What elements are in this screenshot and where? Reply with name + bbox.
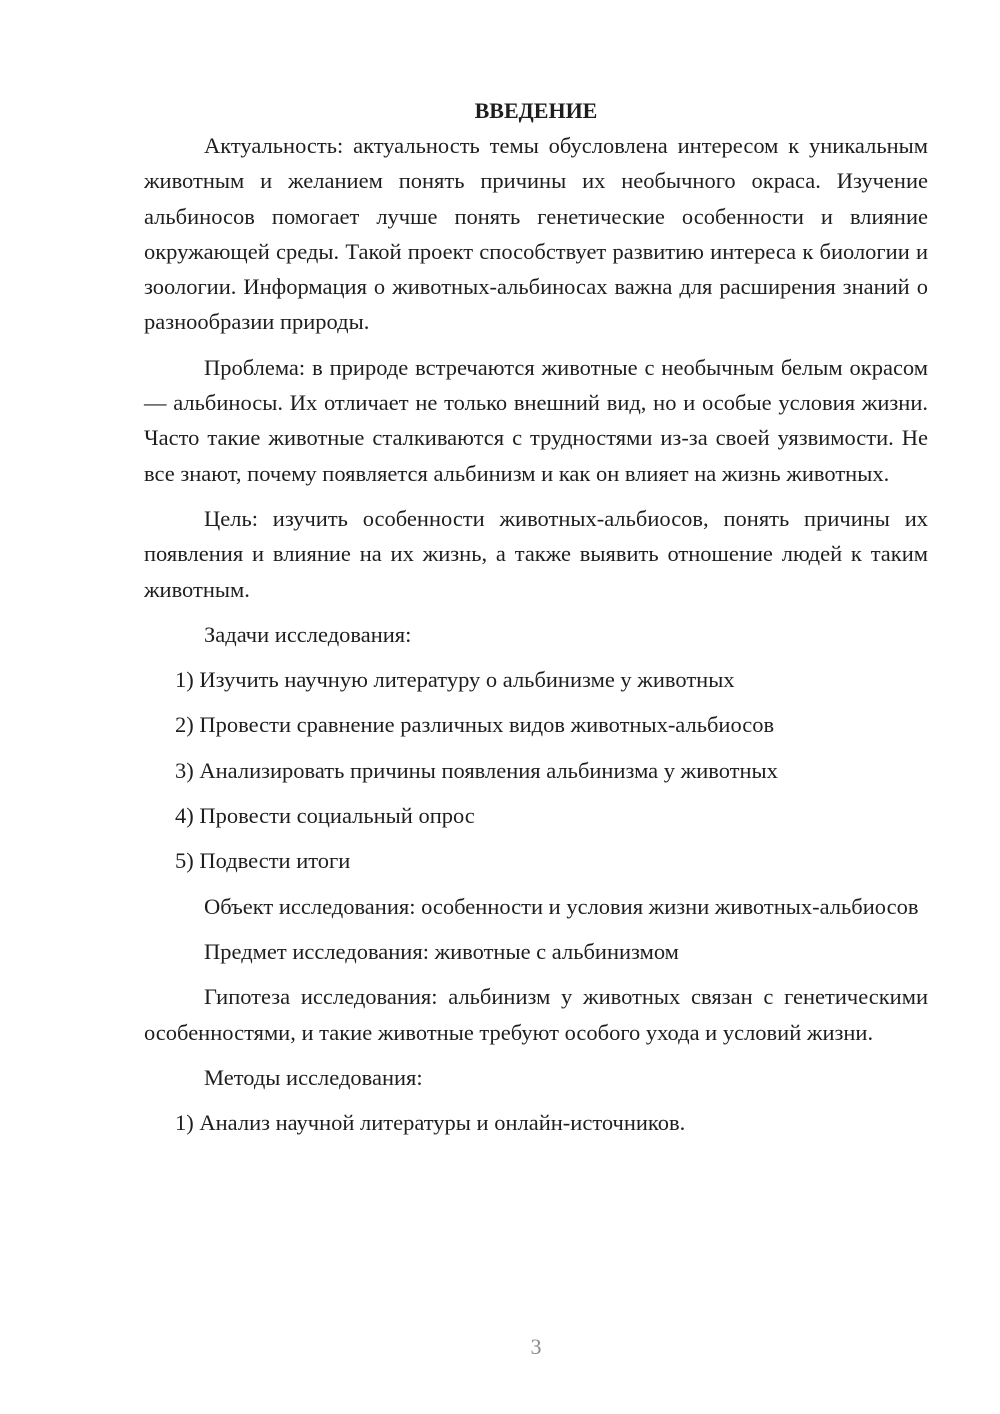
method-item: 1) Анализ научной литературы и онлайн-источников. [175,1110,686,1136]
task-item: 4) Провести социальный опрос [175,803,475,829]
hypothesis-paragraph: Гипотеза исследования: альбинизм у животных связан с генетическими особенностями, и такие животные требуют особого ухода и условий жизни. [144,984,928,1045]
tasks-heading: Задачи исследования: [204,621,412,647]
section-title: ВВЕДЕНИЕ [474,98,598,123]
relevance-paragraph: Актуальность: актуальность темы обусловлена интересом к уникальным животным и желанием понять причины их необычного окраса. Изучение альбиносов помогает лучше понять генетические особенности и влияние окружающей среды. Такой проект способствует развитию интереса к биологии и зоологии. Информация о животных-альбиносах важна для расширения знаний о разнообразии природы. [144,133,928,335]
problem-paragraph: Проблема: в природе встречаются животные с необычным белым окрасом — альбиносы. Их отличает не только внешний вид, но и особые условия жизни. Часто такие животные сталкиваются с трудностями из-за своей уязвимости. Не все знают, почему появляется альбинизм и как он влияет на жизнь животных. [144,354,928,486]
task-item: 2) Провести сравнение различных видов животных-альбиосов [175,712,775,738]
page-number: 3 [530,1334,542,1359]
page-content [144,93,928,1150]
task-item: 1) Изучить научную литературу о альбинизме у животных [175,667,735,693]
object-paragraph: Объект исследования: особенности и условия жизни животных-альбиосов [204,893,919,919]
goal-paragraph: Цель: изучить особенности животных-альбиосов, понять причины их появления и влияние на их жизнь, а также выявить отношение людей к таким животным. [144,505,928,602]
subject-line: Предмет исследования: животные с альбинизмом [204,938,679,964]
task-item: 5) Подвести итоги [175,848,351,874]
methods-heading: Методы исследования: [204,1064,423,1090]
task-item: 3) Анализировать причины появления альбинизма у животных [175,757,778,783]
